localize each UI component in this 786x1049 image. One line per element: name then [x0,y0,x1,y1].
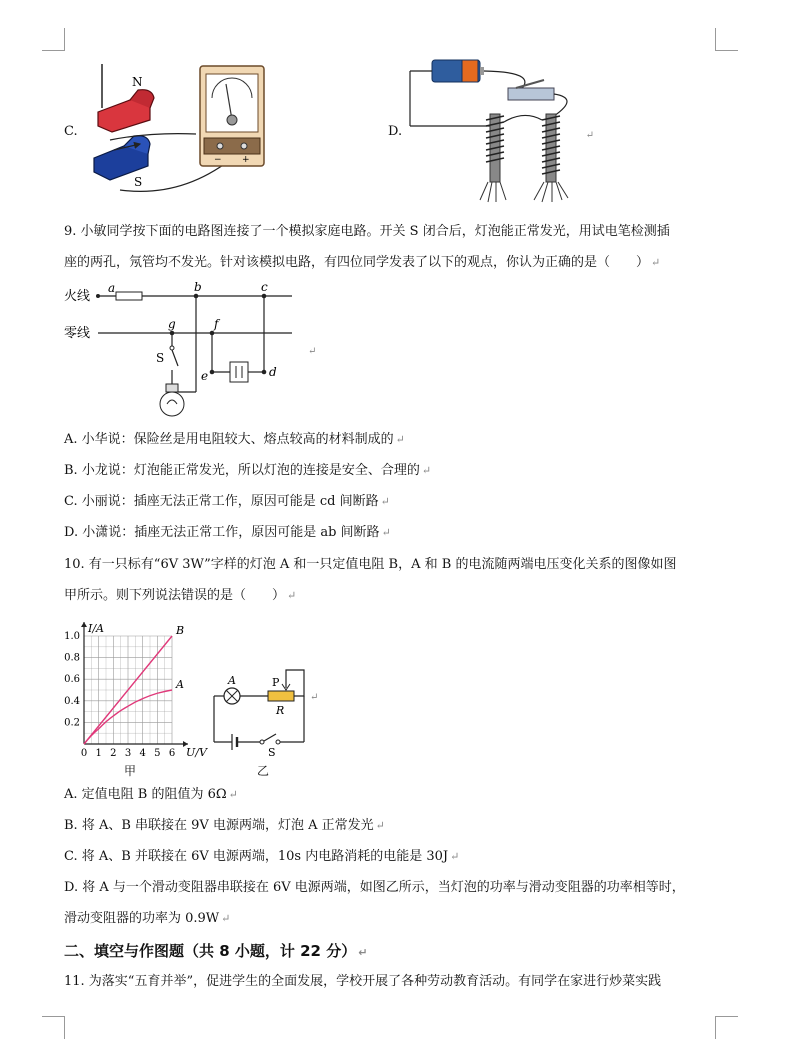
slider-p-label: P [272,676,280,689]
y-tick-label: 1.0 [64,631,80,642]
y-tick-label: 0.4 [64,695,80,707]
q10-circuit-yi [210,664,320,764]
q8-option-c-label: C. [64,124,78,139]
x-axis-label: U/V [186,746,207,759]
q9-circuit-diagram [64,280,324,420]
series-label-B: B [176,624,185,637]
node-b-label: b [194,280,202,294]
svg-text:↵: ↵ [308,346,317,357]
x-tick-label: 2 [110,748,117,759]
crop-mark-bottom-right [715,1016,738,1039]
y-tick-label: 0.2 [64,717,80,729]
node-a-label: a [108,281,116,295]
q9-option-d: D. 小潇说：插座无法正常工作，原因可能是 ab 间断路 ↵ [64,525,391,540]
y-axis-arrow [81,622,87,627]
battery-cell [232,734,237,750]
crop-mark-bottom-left [42,1016,65,1039]
node-e-label: e [201,369,209,383]
y-tick-label: 0.8 [64,652,80,664]
node-g-label: g [168,317,176,331]
meter-plus-label: + [242,155,250,165]
node-f-label: f [214,317,219,331]
fuse [116,292,142,300]
q9-option-a: A. 小华说：保险丝是用电阻较大、熔点较高的材料制成的 ↵ [64,432,405,447]
q9-stem-line-2: 座的两孔，氖管均不发光。针对该模拟电路，有四位同学发表了以下的观点，你认为正确的是（ ） ↵ [64,255,661,270]
magnet-n-label: N [132,75,143,89]
svg-text:↵: ↵ [310,692,319,703]
lamp-a [224,688,240,704]
q10-option-d-line-2: 滑动变阻器的功率为 0.9W ↵ [64,911,231,926]
q9-option-c: C. 小丽说：插座无法正常工作，原因可能是 cd 间断路 ↵ [64,494,390,509]
electromagnet-right [534,114,568,202]
q10-option-a: A. 定值电阻 B 的阻值为 6Ω ↵ [64,787,238,802]
q10-stem-line-2: 甲所示。则下列说法错误的是（ ） ↵ [64,588,297,603]
q10-stem-line-1: 10. 有一只标有“6V 3W”字样的灯泡 A 和一只定值电阻 B，A 和 B 的电流随两端电压变化关系的图像如图 [64,557,677,572]
series-label-A: A [176,678,184,691]
q8-option-c-figure [80,62,280,202]
electromagnet-left [480,114,506,202]
node-c-label: c [261,280,268,294]
q8-option-d-figure [404,54,594,204]
q9-option-b: B. 小龙说：灯泡能正常发光，所以灯泡的连接是安全、合理的 ↵ [64,463,432,478]
node-d-label: d [269,365,277,379]
y-tick-label: 0.6 [64,674,80,686]
meter-minus-label: − [214,155,222,165]
x-tick-label: 3 [124,748,132,759]
q10-option-b: B. 将 A、B 串联接在 9V 电源两端，灯泡 A 正常发光 ↵ [64,818,385,833]
crop-mark-top-left [42,28,65,51]
x-tick-label: 5 [154,748,161,759]
x-tick-label: 6 [168,748,176,759]
crop-mark-top-right [715,28,738,51]
switch-s-yi-label: S [268,746,276,759]
x-tick-label: 0 [80,748,88,759]
figure-yi-caption: 乙 [257,764,270,778]
live-wire-label: 火线 [64,289,91,304]
rheostat-r [268,691,294,701]
q11-stem-line-1: 11. 为落实“五育并举”，促进学生的全面发展，学校开展了各种劳动教育活动。有同学在家进行炒菜实践 [64,974,662,989]
galvanometer [200,66,264,166]
y-axis-label: I/A [88,622,104,635]
resistor-r-label: R [276,704,285,717]
knife-switch [508,80,554,100]
neutral-wire-label: 零线 [64,326,91,341]
lamp-bulb [160,384,184,416]
socket [230,362,248,382]
svg-text:↵: ↵ [585,130,594,141]
q9-stem-line-1: 9. 小敏同学按下面的电路图连接了一个模拟家庭电路。开关 S 闭合后，灯泡能正常发光，用试电笔检测插 [64,224,670,239]
q10-option-d-line-1: D. 将 A 与一个滑动变阻器串联接在 6V 电源两端，如图乙所示，当灯泡的功率与滑动变阻器的功率相等时， [64,880,685,895]
lamp-a-label: A [228,674,236,687]
figure-jia-caption: 甲 [124,764,137,778]
q10-iu-chart [64,614,214,776]
magnet-s-label: S [134,175,143,189]
section-2-heading: 二、填空与作图题（共 8 小题，计 22 分） ↵ [64,942,368,960]
q8-option-d-label: D. [388,124,403,139]
switch-s [172,350,178,366]
q10-option-c: C. 将 A、B 并联接在 6V 电源两端，10s 内电路消耗的电能是 30J ↵ [64,849,460,864]
x-tick-label: 4 [139,748,146,759]
switch-s-label: S [156,351,165,365]
battery [432,60,484,82]
switch-s-yi [264,734,276,741]
x-tick-label: 1 [95,748,102,759]
